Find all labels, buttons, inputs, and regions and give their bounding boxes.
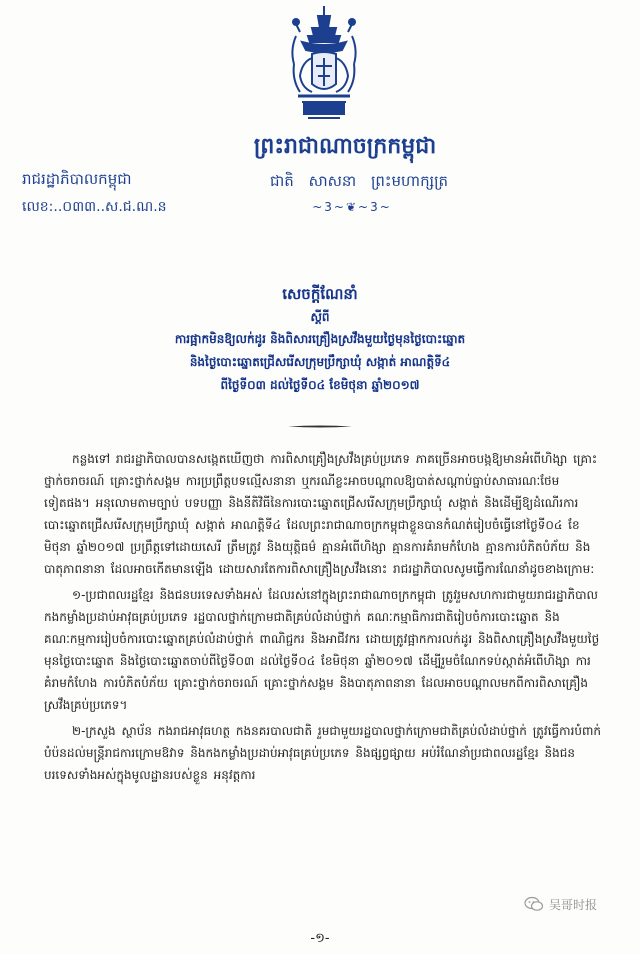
subject-block [60, 328, 580, 397]
subject-label: ស្ដីពី [310, 310, 330, 324]
subject-line: ពីថ្ងៃទី០៣ ដល់ថ្ងៃទី០៤ ខែមិថុនា ឆ្នាំ២០១៧ [220, 378, 420, 392]
paragraph-intro: កន្លងទៅ រាជរដ្ឋាភិបាលបានសង្កេតឃើញថា ការពិសាគ្រឿងស្រវឹងគ្រប់ប្រភេទ ភាគច្រើនអាចបង្កឱ្យមានអំពើហិង្សា គ្រោះថ្នាក់ចរាចរណ៍ គ្រោះថ្នាក់សង្គម ការប្រព្រឹត្តបទល្មើសនានា ឬករណីខ្លះអាចបណ្ដាលឱ្យបាត់សណ្ដាប់ធ្នាប់សាធារណៈថែមទៀតផង។ អនុលោមតាមច្បាប់ បទបញ្ញា និងនីតិវិធីនៃការបោះឆ្នោតជ្រើសរើសក្រុមប្រឹក្សាឃុំ សង្កាត់ និងដើម្បីឱ្យដំណើរការបោះឆ្នោតជ្រើសរើសក្រុមប្រឹក្សាឃុំ សង្កាត់ អាណត្តិទី៤ ដែលព្រះរាជាណាចក្រកម្ពុជាខ្លួនបានកំណត់រៀបចំធ្វើនៅថ្ងៃទី០៤ ខែមិថុនា ឆ្នាំ២០១៧ ប្រព្រឹត្តទៅដោយសេរី ត្រឹមត្រូវ និងយុត្តិធម៌ គ្មានអំពើហិង្សា គ្មានការគំរាមកំហែង គ្មានការបំភិតបំភ័យ និងបាតុភាពនានា ដែលអាចកើតមានឡើង ដោយសារតែការពិសាគ្រឿងស្រវឹងនោះ រាជរដ្ឋាភិបាលសូមធ្វើការណែនាំដូចខាងក្រោម: [44, 452, 598, 576]
national-motto: ជាតិ សាសនា ព្រះមហាក្សត្រ [270, 172, 449, 190]
document-type: សេចក្ដីណែនាំ [282, 285, 358, 303]
kingdom-heading: ព្រះរាជាណាចក្រកម្ពុជា [253, 134, 437, 159]
watermark [524, 892, 634, 916]
subject-line: ការផ្អាកមិនឱ្យលក់ដូរ និងពិសារគ្រឿងស្រវឹងមួយថ្ងៃមុនថ្ងៃបោះឆ្នោត [174, 332, 466, 346]
document-body [44, 448, 604, 790]
wechat-icon [524, 896, 544, 912]
paragraph-2: ២-ក្រសួង ស្ថាប័ន កងរាជអាវុធហត្ថ កងនគរបាលជាតិ រួមជាមួយរដ្ឋបាលថ្នាក់ក្រោមជាតិគ្រប់លំដាប់ថ្នាក់ ត្រូវធ្វើការបំពាក់បំប៉នដល់មន្ត្រីរាជការក្រោមឱវាទ និងកងកម្លាំងប្រដាប់អាវុធគ្រប់ប្រភេទ និងផ្សព្វផ្សាយ អប់រំណែនាំប្រជាពលរដ្ឋខ្មែរ និងជនបរទេសទាំងអស់ក្នុងមូលដ្ឋានរបស់ខ្លួន អនុវត្តការ [44, 724, 602, 782]
ornament-divider: ~3~❦~3~ [312, 200, 392, 214]
subject-line: និងថ្ងៃបោះឆ្នោតជ្រើសរើសក្រុមប្រឹក្សាឃុំ សង្កាត់ អាណត្តិទី៤ [189, 355, 451, 369]
royal-coat-of-arms-icon [282, 2, 366, 122]
title-divider [288, 425, 352, 428]
government-name: រាជរដ្ឋាភិបាលកម្ពុជា [22, 170, 132, 188]
paragraph-1: ១-ប្រជាពលរដ្ឋខ្មែរ និងជនបរទេសទាំងអស់ ដែលរស់នៅក្នុងព្រះរាជាណាចក្រកម្ពុជា ត្រូវរួមសហការជាមួយរាជរដ្ឋាភិបាល កងកម្លាំងប្រដាប់អាវុធគ្រប់ប្រភេទ រដ្ឋបាលថ្នាក់ក្រោមជាតិគ្រប់លំដាប់ថ្នាក់ គណៈកម្មាធិការជាតិរៀបចំការបោះឆ្នោត និងគណៈកម្មការរៀបចំការបោះឆ្នោតគ្រប់លំដាប់ថ្នាក់ ពាណិជ្ជករ និងអាជីវករ ដោយត្រូវផ្អាកការលក់ដូរ និងពិសាគ្រឿងស្រវឹងមួយថ្ងៃមុនថ្ងៃបោះឆ្នោត និងថ្ងៃបោះឆ្នោតចាប់ពីថ្ងៃទី០៣ ដល់ថ្ងៃទី០៤ ខែមិថុនា ឆ្នាំ២០១៧ ដើម្បីរួមចំណែកទប់ស្កាត់អំពើហិង្សា ការគំរាមកំហែង ការបំភិតបំភ័យ គ្រោះថ្នាក់ចរាចរណ៍ គ្រោះថ្នាក់សង្គម និងបាតុភាពនានា ដែលអាចបណ្ដាលមកពីការពិសាគ្រឿងស្រវឹងគ្រប់ប្រភេទ។ [44, 588, 600, 712]
reference-number: លេខ:..០៣៣..ស.ជ.ណ.ន [22, 199, 167, 215]
watermark-text: 吴哥时报 [549, 897, 598, 912]
page-number: -១- [310, 931, 330, 946]
